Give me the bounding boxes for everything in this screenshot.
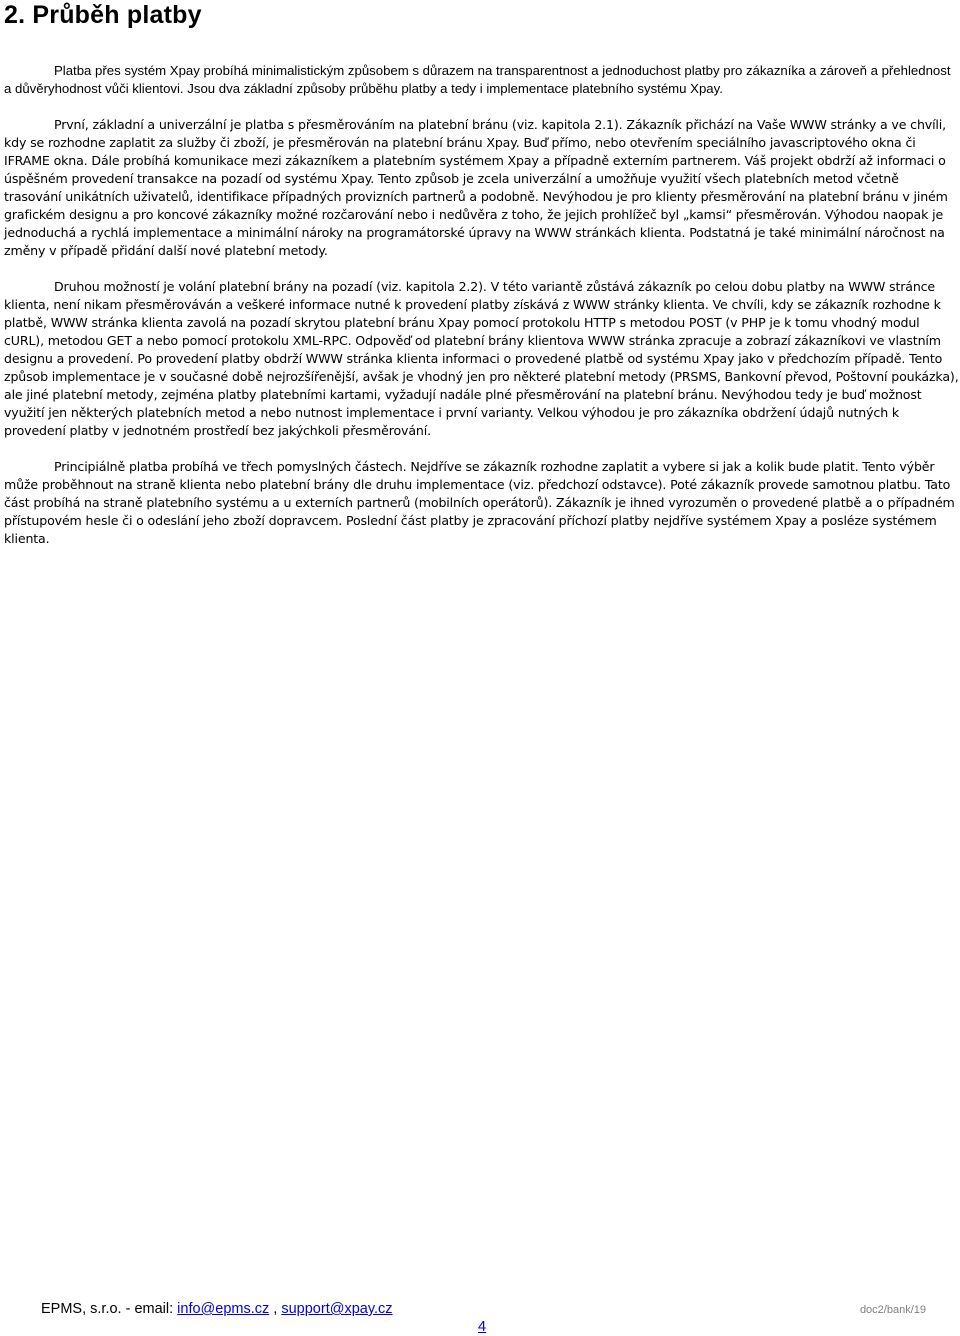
footer-email-support-link[interactable]: support@xpay.cz <box>281 1301 393 1317</box>
paragraph-intro <box>4 62 959 98</box>
paragraph-redirect <box>4 116 959 260</box>
paragraph-background-text: Druhou možností je volání platební brány na pozadí (viz. kapitola 2.2). V této variantě zůstává zákazník po celou dobu platby na WWW stránce klienta, není nikam přesměrováván a veškeré informace nutné k provedení platby získává z WWW stránky klienta. Ve chvíli, kdy se zákazník rozhodne k platbě, WWW stránka klienta zavolá na pozadí skrytou platební bránu Xpay pomocí protokolu HTTP s metodou POST (v PHP je k tomu vhodný modul cURL), metodou GET a nebo pomocí protokolu XML-RPC. Odpověď od platební brány klientova WWW stránka zpracuje a zobrazí zákazníkovi ve vlastním designu a provedení. Po provedení platby obdrží WWW stránka klienta informaci o provedené platbě od systému Xpay jako v předchozím případě. Tento způsob implementace je v současné době nejrozšířenější, avšak je vhodný jen pro některé platební metody (PRSMS, Bankovní převod, Poštovní poukázka), ale jiné platební metody, zejména platby platebními kartami, vyžadují nadále plné přesměrování na platební bránu. Nevýhodou tedy je buď možnost využití jen některých platebních metod a nebo nutnost implementace i první varianty. Velkou výhodou je pro zákazníka obdržení údajů nutných k provedení platby v jednotném prostředí bez jakýchkoli přesměrování. <box>4 279 959 438</box>
footer-company: EPMS, s.r.o. - email: <box>41 1301 178 1317</box>
footer-doc-ref: doc2/bank/19 <box>859 1304 926 1316</box>
page-title: 2. Průběh platby <box>4 1 202 29</box>
footer-contact <box>41 1300 393 1318</box>
paragraph-intro-text: Platba přes systém Xpay probíhá minimalistickým způsobem s důrazem na transparentnost a jednoduchost platby pro zákazníka a zároveň a přehlednost a důvěryhodnost vůči klientovi. Jsou dva základní způsoby průběhu platby a tedy i implementace platebního systému Xpay. <box>4 63 951 96</box>
paragraph-principle-text: Principiálně platba probíhá ve třech pomyslných částech. Nejdříve se zákazník rozhodne zaplatit a vybere si jak a kolik bude platit. Tento výběr může proběhnout na straně klienta nebo platební brány dle druhu implementace (viz. předchozí odstavce). Poté zákazník provede samotnou platbu. Tato část probíhá na straně platebního systému a u externích partnerů (mobilních operátorů). Zákazník je ihned vyrozuměn o provedené platbě a o případném přístupovém hesle či o odeslání jeho zboží dopravcem. Poslední část platby je zpracování příchozí platby nejdříve systémem Xpay a posléze systémem klienta. <box>4 459 955 546</box>
paragraph-principle <box>4 458 959 548</box>
page-number[interactable]: 4 <box>478 1319 487 1335</box>
paragraph-redirect-text: První, základní a univerzální je platba s přesměrováním na platební bránu (viz. kapitola 2.1). Zákazník přichází na Vaše WWW stránky a ve chvíli, kdy se rozhodne zaplatit za služby či zboží, je přesměrován na platební bránu Xpay. Buď přímo, nebo otevřením speciálního javascriptového okna či IFRAME okna. Dále probíhá komunikace mezi zákazníkem a platebním systémem Xpay a případně externím partnerem. Váš projekt obdrží až informaci o úspěšném provedení transakce na pozadí od systému Xpay. Tento způsob je zcela univerzální a umožňuje využití všech platebních metod včetně trasování unikátních uživatelů, identifikace případných provizních partnerů a podobně. Nevýhodou je pro klienty přesměrování na platební bránu v jiném grafickém designu a pro koncové zákazníky možné rozčarování nebo i nedůvěra z toho, že jejich prohlížeč byl „kamsi“ přesměrován. Výhodou naopak je jednoduchá a rychlá implementace a minimální nároky na programátorské úpravy na WWW stránkách klienta. Podstatná je také minimální náročnost na změny v případě přidání další nové platební metody. <box>4 117 948 258</box>
paragraph-background <box>4 278 959 440</box>
page-footer <box>0 1300 960 1336</box>
footer-separator: , <box>269 1301 282 1317</box>
footer-email-info-link[interactable]: info@epms.cz <box>177 1301 270 1317</box>
